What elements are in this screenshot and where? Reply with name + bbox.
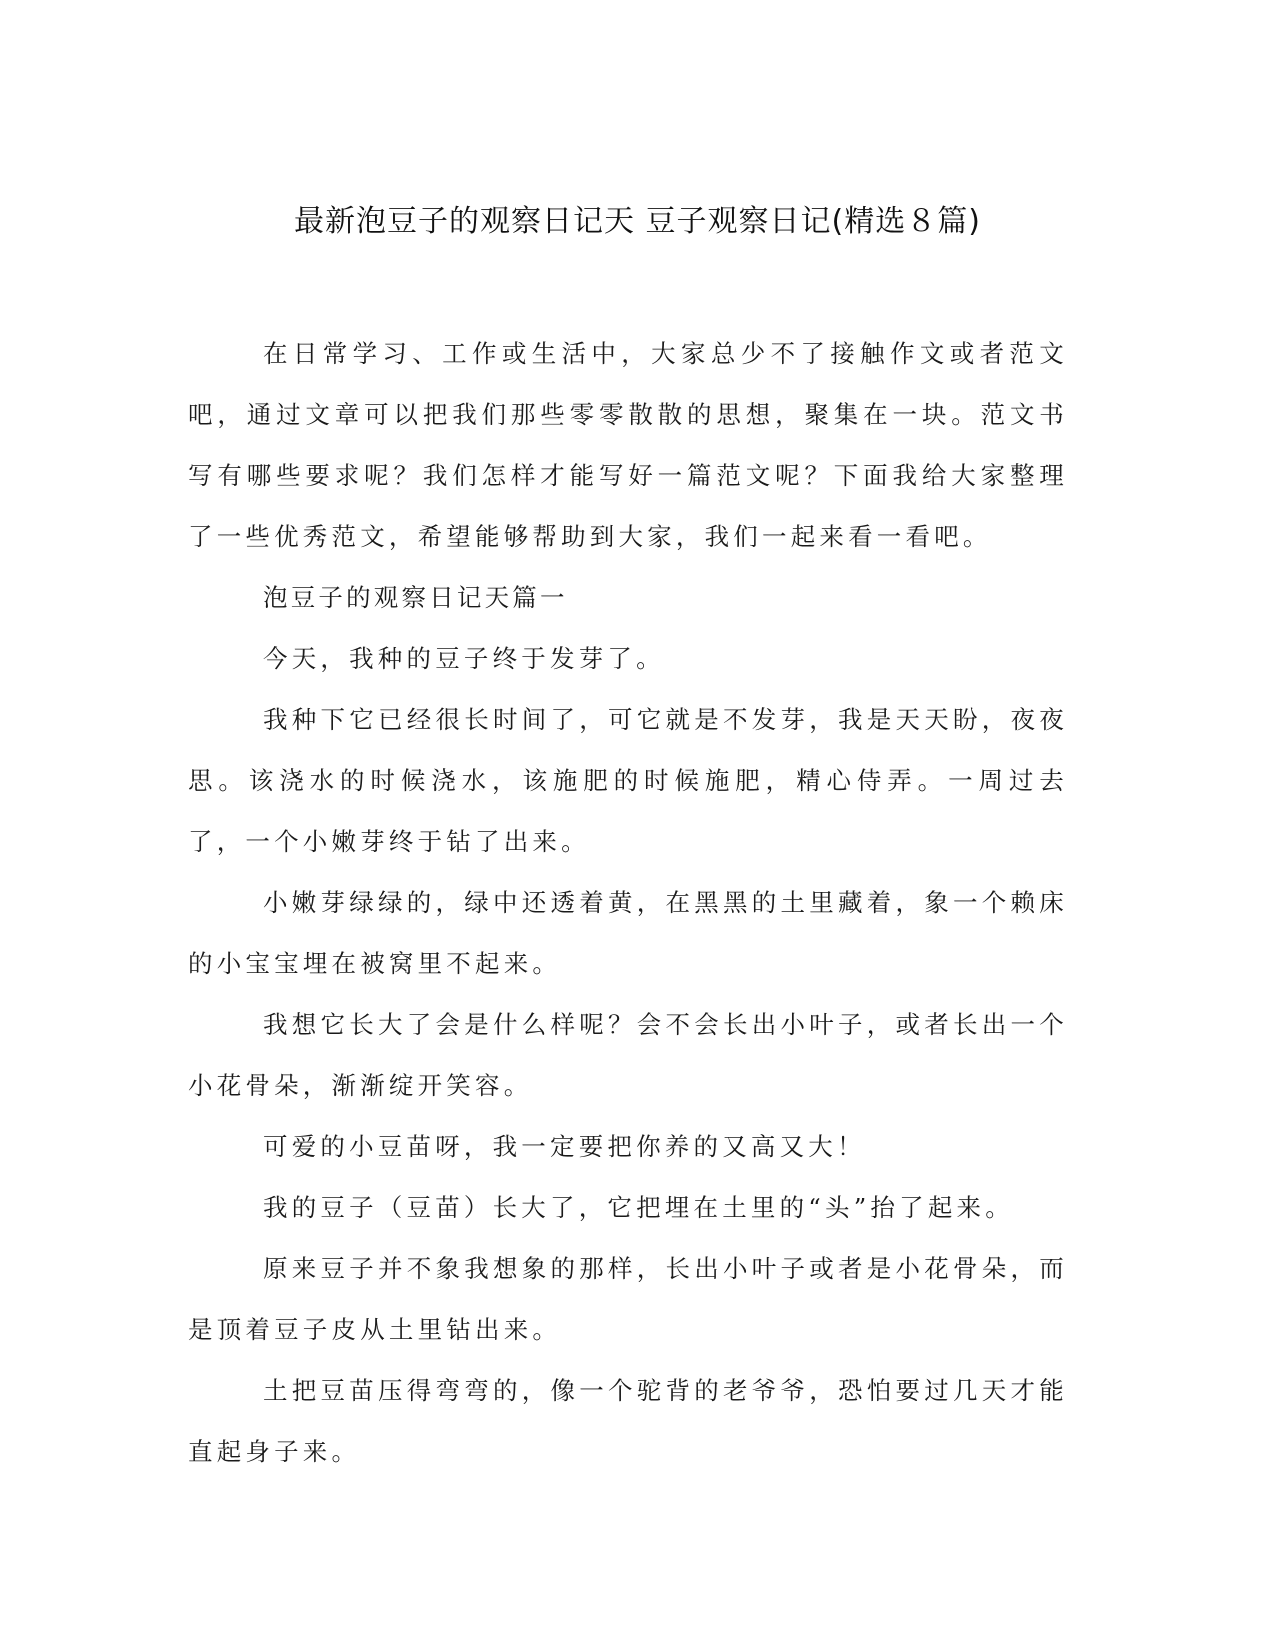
body-paragraph: 可爱的小豆苗呀，我一定要把你养的又高又大！: [263, 1132, 866, 1161]
section-heading: 泡豆子的观察日记天篇一: [263, 583, 568, 612]
intro-paragraph: 在日常学习、工作或生活中，大家总少不了接触作文或者范文吧，通过文章可以把我们那些零零散散的思想，聚集在一块。范文书写有哪些要求呢？我们怎样才能写好一篇范文呢？下面我给大家整理了一些优秀范文，希望能够帮助到大家，我们一起来看一看吧。: [188, 339, 1068, 551]
body-paragraph: 我的豆子（豆苗）长大了，它把埋在土里的“头”抬了起来。: [263, 1193, 1014, 1222]
body-paragraph: 我种下它已经很长时间了，可它就是不发芽，我是天天盼，夜夜思。该浇水的时候浇水，该施肥的时候施肥，精心侍弄。一周过去了，一个小嫩芽终于钻了出来。: [188, 705, 1068, 856]
document-title: 最新泡豆子的观察日记天 豆子观察日记(精选８篇): [294, 204, 981, 239]
document-body: [188, 323, 1068, 1482]
body-paragraph: 土把豆苗压得弯弯的，像一个驼背的老爷爷，恐怕要过几天才能直起身子来。: [188, 1376, 1068, 1466]
body-paragraph: 原来豆子并不象我想象的那样，长出小叶子或者是小花骨朵，而是顶着豆子皮从土里钻出来。: [188, 1254, 1068, 1344]
body-paragraph: 我想它长大了会是什么样呢？会不会长出小叶子，或者长出一个小花骨朵，渐渐绽开笑容。: [188, 1010, 1068, 1100]
body-paragraph: 小嫩芽绿绿的，绿中还透着黄，在黑黑的土里藏着，象一个赖床的小宝宝埋在被窝里不起来。: [188, 888, 1068, 978]
body-paragraph: 今天，我种的豆子终于发芽了。: [263, 644, 665, 673]
